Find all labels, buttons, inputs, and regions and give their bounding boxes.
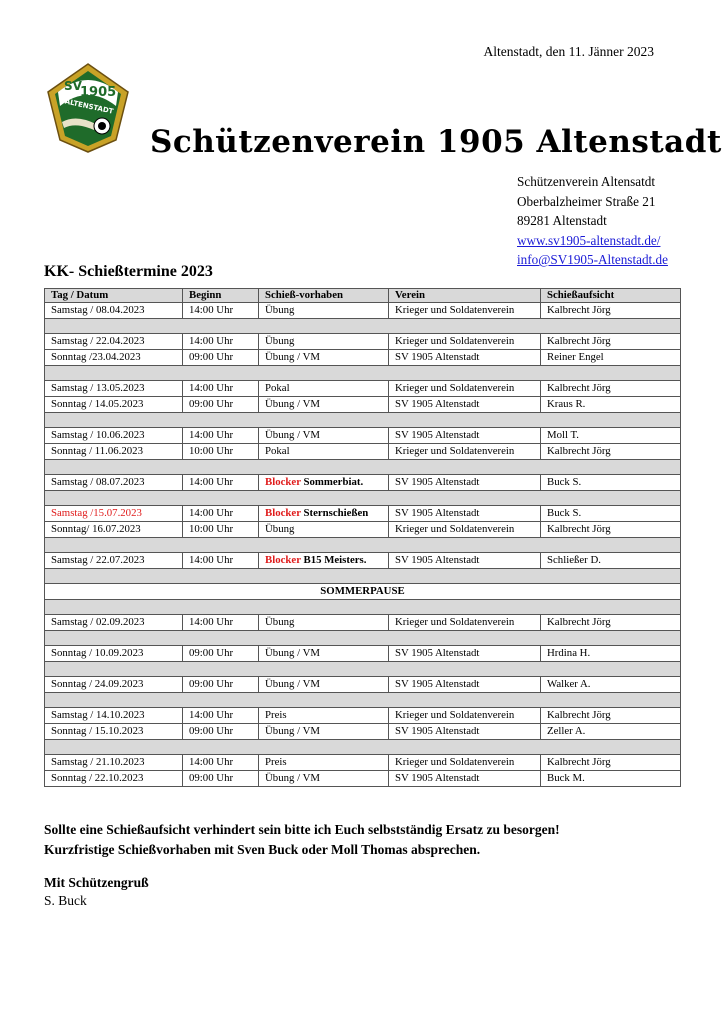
cell-club: Krieger und Soldatenverein — [389, 303, 541, 319]
signature: S. Buck — [44, 893, 87, 908]
cell-time: 10:00 Uhr — [183, 444, 259, 460]
spacer-cell — [45, 600, 681, 615]
cell-time: 10:00 Uhr — [183, 522, 259, 538]
cell-club: SV 1905 Altenstadt — [389, 553, 541, 569]
cell-club: Krieger und Soldatenverein — [389, 708, 541, 724]
cell-date: Sonntag / 14.05.2023 — [45, 397, 183, 413]
table-row — [45, 724, 681, 740]
spacer-row — [45, 631, 681, 646]
cell-time: 09:00 Uhr — [183, 677, 259, 693]
table-row — [45, 708, 681, 724]
cell-date: Samstag / 22.07.2023 — [45, 553, 183, 569]
spacer-cell — [45, 740, 681, 755]
cell-date: Sonntag / 11.06.2023 — [45, 444, 183, 460]
spacer-row — [45, 460, 681, 475]
table-row — [45, 615, 681, 631]
cell-date: Sonntag / 24.09.2023 — [45, 677, 183, 693]
note-line: Kurzfristige Schießvorhaben mit Sven Buck oder Moll Thomas absprechen. — [44, 842, 481, 857]
cell-date: Samstag / 08.04.2023 — [45, 303, 183, 319]
table-row — [45, 397, 681, 413]
cell-plan: Pokal — [259, 444, 389, 460]
cell-plan: Übung / VM — [259, 428, 389, 444]
table-row — [45, 428, 681, 444]
cell-date: Sonntag / 15.10.2023 — [45, 724, 183, 740]
cell-club: SV 1905 Altenstadt — [389, 397, 541, 413]
cell-date: Sonntag /23.04.2023 — [45, 350, 183, 366]
cell-supervisor: Kalbrecht Jörg — [541, 522, 681, 538]
cell-club: SV 1905 Altenstadt — [389, 724, 541, 740]
cell-time: 09:00 Uhr — [183, 646, 259, 662]
spacer-cell — [45, 662, 681, 677]
cell-plan — [259, 475, 389, 491]
cell-supervisor: Kraus R. — [541, 397, 681, 413]
table-row — [45, 553, 681, 569]
cell-supervisor: Kalbrecht Jörg — [541, 615, 681, 631]
cell-plan: Übung — [259, 522, 389, 538]
cell-club: Krieger und Soldatenverein — [389, 755, 541, 771]
cell-supervisor: Buck S. — [541, 506, 681, 522]
cell-club: SV 1905 Altenstadt — [389, 646, 541, 662]
cell-plan: Übung / VM — [259, 350, 389, 366]
cell-date: Samstag / 22.04.2023 — [45, 334, 183, 350]
cell-plan: Preis — [259, 708, 389, 724]
cell-plan: Übung / VM — [259, 646, 389, 662]
cell-plan: Preis — [259, 755, 389, 771]
cell-supervisor: Kalbrecht Jörg — [541, 444, 681, 460]
spacer-row — [45, 319, 681, 334]
cell-supervisor: Hrdina H. — [541, 646, 681, 662]
cell-supervisor: Kalbrecht Jörg — [541, 755, 681, 771]
plan-label: Sternschießen — [300, 507, 369, 519]
plan-label: Sommerbiat. — [300, 476, 364, 488]
cell-club: SV 1905 Altenstadt — [389, 506, 541, 522]
col-header: Schießaufsicht — [541, 289, 681, 303]
letter-date: Altenstadt, den 11. Jänner 2023 — [483, 44, 654, 59]
table-row — [45, 755, 681, 771]
cell-club: Krieger und Soldatenverein — [389, 522, 541, 538]
cell-date: Samstag /15.07.2023 — [45, 506, 183, 522]
plan-label: B15 Meisters. — [300, 554, 367, 566]
cell-supervisor: Zeller A. — [541, 724, 681, 740]
cell-time: 09:00 Uhr — [183, 724, 259, 740]
cell-club: Krieger und Soldatenverein — [389, 381, 541, 397]
col-header: Verein — [389, 289, 541, 303]
cell-time: 09:00 Uhr — [183, 350, 259, 366]
cell-time: 14:00 Uhr — [183, 553, 259, 569]
cell-club: Krieger und Soldatenverein — [389, 444, 541, 460]
address-name: Schützenverein Altensatdt — [517, 174, 656, 189]
cell-plan: Übung / VM — [259, 771, 389, 787]
summer-break-label: SOMMERPAUSE — [45, 584, 681, 600]
table-row — [45, 475, 681, 491]
svg-text:SV: SV — [64, 79, 82, 93]
cell-supervisor: Kalbrecht Jörg — [541, 303, 681, 319]
table-row — [45, 303, 681, 319]
cell-time: 14:00 Uhr — [183, 381, 259, 397]
table-row — [45, 522, 681, 538]
spacer-row — [45, 538, 681, 553]
address-block — [517, 172, 668, 270]
table-row — [45, 350, 681, 366]
table-row — [45, 381, 681, 397]
table-row — [45, 771, 681, 787]
spacer-row — [45, 693, 681, 708]
cell-time: 14:00 Uhr — [183, 506, 259, 522]
blocker-label: Blocker — [265, 554, 301, 566]
spacer-row — [45, 569, 681, 584]
table-row — [45, 444, 681, 460]
cell-supervisor: Reiner Engel — [541, 350, 681, 366]
cell-time: 14:00 Uhr — [183, 755, 259, 771]
spacer-row — [45, 600, 681, 615]
cell-time: 14:00 Uhr — [183, 428, 259, 444]
cell-supervisor: Kalbrecht Jörg — [541, 708, 681, 724]
cell-club: SV 1905 Altenstadt — [389, 475, 541, 491]
cell-time: 14:00 Uhr — [183, 475, 259, 491]
svg-text:1905: 1905 — [80, 85, 117, 100]
spacer-cell — [45, 460, 681, 475]
spacer-row — [45, 662, 681, 677]
cell-time: 14:00 Uhr — [183, 615, 259, 631]
cell-plan: Übung — [259, 303, 389, 319]
cell-supervisor: Kalbrecht Jörg — [541, 381, 681, 397]
blocker-label: Blocker — [265, 507, 301, 519]
cell-plan — [259, 553, 389, 569]
table-row — [45, 334, 681, 350]
cell-plan: Übung / VM — [259, 724, 389, 740]
address-street: Oberbalzheimer Straße 21 — [517, 193, 656, 209]
cell-club: Krieger und Soldatenverein — [389, 334, 541, 350]
cell-supervisor: Buck M. — [541, 771, 681, 787]
note-line: Sollte eine Schießaufsicht verhindert sein bitte ich Euch selbstständig Ersatz zu besorgen! — [44, 822, 560, 837]
cell-time: 14:00 Uhr — [183, 708, 259, 724]
cell-date: Samstag / 02.09.2023 — [45, 615, 183, 631]
greeting: Mit Schützengruß — [44, 875, 149, 890]
cell-date: Sonntag/ 16.07.2023 — [45, 522, 183, 538]
cell-date: Samstag / 21.10.2023 — [45, 755, 183, 771]
spacer-cell — [45, 413, 681, 428]
cell-club: SV 1905 Altenstadt — [389, 677, 541, 693]
summer-break-row — [45, 584, 681, 600]
cell-date: Samstag / 08.07.2023 — [45, 475, 183, 491]
address-city: 89281 Altenstadt — [517, 213, 607, 228]
cell-plan: Übung / VM — [259, 397, 389, 413]
cell-time: 14:00 Uhr — [183, 334, 259, 350]
cell-date: Samstag / 13.05.2023 — [45, 381, 183, 397]
cell-supervisor: Buck S. — [541, 475, 681, 491]
cell-date: Samstag / 14.10.2023 — [45, 708, 183, 724]
cell-club: SV 1905 Altenstadt — [389, 350, 541, 366]
spacer-cell — [45, 693, 681, 708]
table-row — [45, 677, 681, 693]
spacer-cell — [45, 366, 681, 381]
cell-time: 09:00 Uhr — [183, 397, 259, 413]
spacer-cell — [45, 319, 681, 334]
cell-plan: Übung / VM — [259, 677, 389, 693]
svg-text:ALTENSTADT: ALTENSTADT — [64, 97, 115, 116]
notes — [44, 820, 560, 860]
cell-club: SV 1905 Altenstadt — [389, 771, 541, 787]
cell-plan: Pokal — [259, 381, 389, 397]
club-logo — [46, 62, 130, 154]
table-row — [45, 646, 681, 662]
spacer-row — [45, 366, 681, 381]
schedule-title: KK- Schießtermine 2023 — [44, 263, 213, 280]
cell-club: Krieger und Soldatenverein — [389, 615, 541, 631]
schedule-table — [44, 288, 681, 787]
cell-date: Samstag / 10.06.2023 — [45, 428, 183, 444]
website-link[interactable]: www.sv1905-altenstadt.de/ — [517, 232, 661, 248]
table-header-row — [45, 289, 681, 303]
spacer-cell — [45, 538, 681, 553]
col-header: Schieß-vorhaben — [259, 289, 389, 303]
cell-supervisor: Walker A. — [541, 677, 681, 693]
col-header: Beginn — [183, 289, 259, 303]
cell-plan: Übung — [259, 334, 389, 350]
club-title: Schützenverein 1905 Altenstadt — [150, 124, 722, 160]
cell-supervisor: Kalbrecht Jörg — [541, 334, 681, 350]
cell-date: Sonntag / 10.09.2023 — [45, 646, 183, 662]
spacer-cell — [45, 569, 681, 584]
spacer-cell — [45, 491, 681, 506]
cell-supervisor: Schließer D. — [541, 553, 681, 569]
cell-date: Sonntag / 22.10.2023 — [45, 771, 183, 787]
cell-plan: Übung — [259, 615, 389, 631]
blocker-label: Blocker — [265, 476, 301, 488]
spacer-row — [45, 413, 681, 428]
cell-time: 09:00 Uhr — [183, 771, 259, 787]
cell-time: 14:00 Uhr — [183, 303, 259, 319]
cell-plan — [259, 506, 389, 522]
email-link[interactable]: info@SV1905-Altenstadt.de — [517, 252, 668, 267]
spacer-row — [45, 491, 681, 506]
col-header: Tag / Datum — [45, 289, 183, 303]
spacer-cell — [45, 631, 681, 646]
cell-supervisor: Moll T. — [541, 428, 681, 444]
table-row — [45, 506, 681, 522]
spacer-row — [45, 740, 681, 755]
cell-club: SV 1905 Altenstadt — [389, 428, 541, 444]
